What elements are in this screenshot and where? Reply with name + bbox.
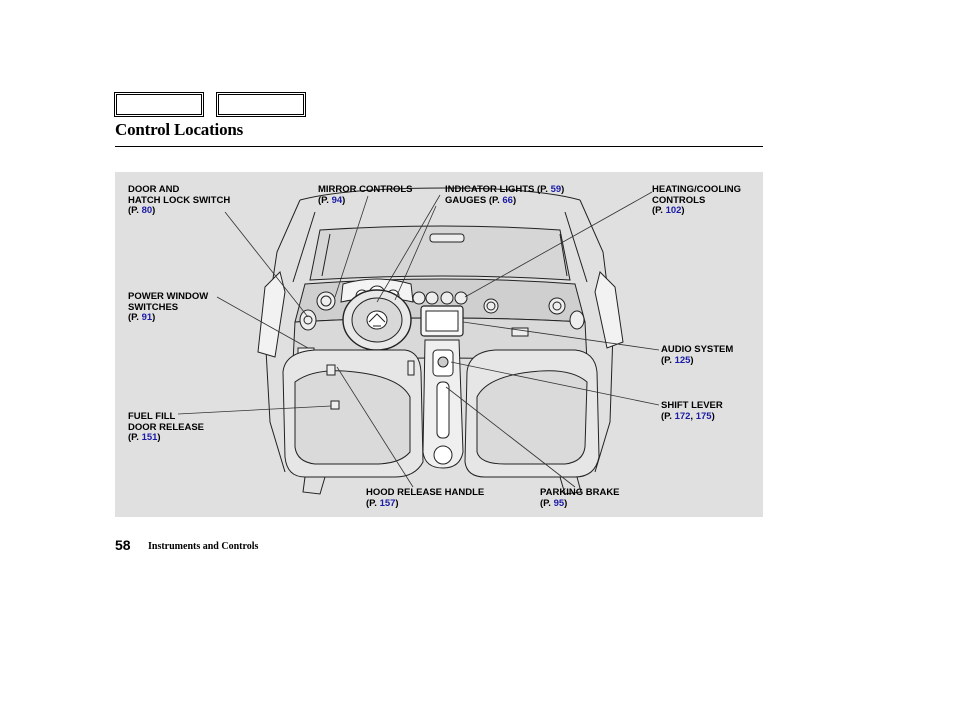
- callout-label: AUDIO SYSTEM: [661, 344, 734, 355]
- page-number: 58: [115, 537, 131, 553]
- page-ref-suffix: ): [395, 497, 399, 509]
- page-ref-link[interactable]: 80: [141, 205, 153, 216]
- callout-parking-brake: [540, 488, 620, 509]
- callout-label: PARKING BRAKE: [540, 487, 620, 498]
- page-ref-suffix: ): [681, 205, 685, 216]
- page-ref-link[interactable]: 102: [665, 205, 682, 216]
- callout-shift-lever: [661, 401, 723, 422]
- callout-label: DOOR AND: [128, 184, 180, 195]
- page-ref-suffix: ): [564, 497, 568, 509]
- callout-mirror-controls: [318, 185, 412, 206]
- nav-tab-button-2[interactable]: [216, 92, 306, 117]
- callout-label: SWITCHES: [128, 301, 179, 313]
- page-ref-prefix: (P.: [128, 432, 142, 443]
- page-ref-link[interactable]: 91: [141, 312, 153, 323]
- page-ref-link[interactable]: 172: [674, 410, 691, 422]
- callout-label: HATCH LOCK SWITCH: [128, 194, 231, 206]
- callout-label: INDICATOR LIGHTS: [445, 184, 535, 195]
- page-ref-prefix: (P.: [486, 194, 503, 206]
- page-ref-suffix: ): [152, 205, 156, 216]
- callout-power-window-switches: [128, 292, 208, 324]
- callout-label: FUEL FILL: [128, 411, 176, 422]
- page-ref-suffix: ): [152, 312, 156, 323]
- callout-label: SHIFT LEVER: [661, 400, 723, 411]
- page-ref-prefix: (P.: [128, 205, 142, 216]
- page-ref-prefix: (P.: [540, 497, 554, 509]
- page-ref-suffix: ): [157, 432, 161, 443]
- callout-audio-system: [661, 345, 733, 366]
- callout-label: MIRROR CONTROLS: [318, 184, 413, 195]
- page-ref-separator: ,: [690, 410, 696, 422]
- callout-indicator-lights-gauges: [445, 185, 564, 206]
- page-ref-link[interactable]: 95: [553, 497, 565, 509]
- page-ref-link[interactable]: 151: [141, 432, 158, 443]
- page-ref-link[interactable]: 125: [674, 354, 691, 366]
- page-ref-suffix: ): [711, 410, 715, 422]
- page-ref-prefix: (P.: [661, 410, 675, 422]
- page-ref-prefix: (P.: [661, 354, 675, 366]
- page-ref-link[interactable]: 94: [331, 194, 343, 206]
- control-locations-figure: [115, 172, 763, 517]
- page-ref-prefix: (P.: [534, 184, 551, 195]
- title-divider: [115, 146, 763, 147]
- callout-label: GAUGES: [445, 194, 487, 206]
- callout-label: HEATING/COOLING: [652, 184, 742, 195]
- callout-label: HOOD RELEASE HANDLE: [366, 487, 485, 498]
- page-ref-prefix: (P.: [318, 194, 332, 206]
- page-ref-prefix: (P.: [128, 312, 142, 323]
- page-ref-suffix: ): [690, 354, 694, 366]
- callout-heating-cooling-controls: [652, 185, 741, 217]
- page-title: Control Locations: [115, 120, 244, 139]
- page-ref-link[interactable]: 59: [550, 184, 562, 195]
- page-ref-link[interactable]: 175: [695, 410, 712, 422]
- callout-label: CONTROLS: [652, 194, 706, 206]
- page-ref-suffix: ): [512, 194, 517, 206]
- callout-hood-release-handle: [366, 488, 484, 509]
- page-ref-link[interactable]: 157: [379, 497, 396, 509]
- page-ref-link[interactable]: 66: [502, 194, 513, 206]
- page-ref-prefix: (P.: [366, 497, 380, 509]
- callout-door-hatch-lock-switch: [128, 185, 230, 217]
- page-ref-suffix: ): [561, 184, 565, 195]
- nav-tab-button-1[interactable]: [114, 92, 204, 117]
- callout-label: DOOR RELEASE: [128, 421, 205, 433]
- page-ref-suffix: ): [342, 194, 346, 206]
- callout-fuel-fill-door-release: [128, 412, 204, 444]
- section-name: Instruments and Controls: [148, 541, 259, 552]
- callout-label: POWER WINDOW: [128, 291, 209, 302]
- page-ref-prefix: (P.: [652, 205, 666, 216]
